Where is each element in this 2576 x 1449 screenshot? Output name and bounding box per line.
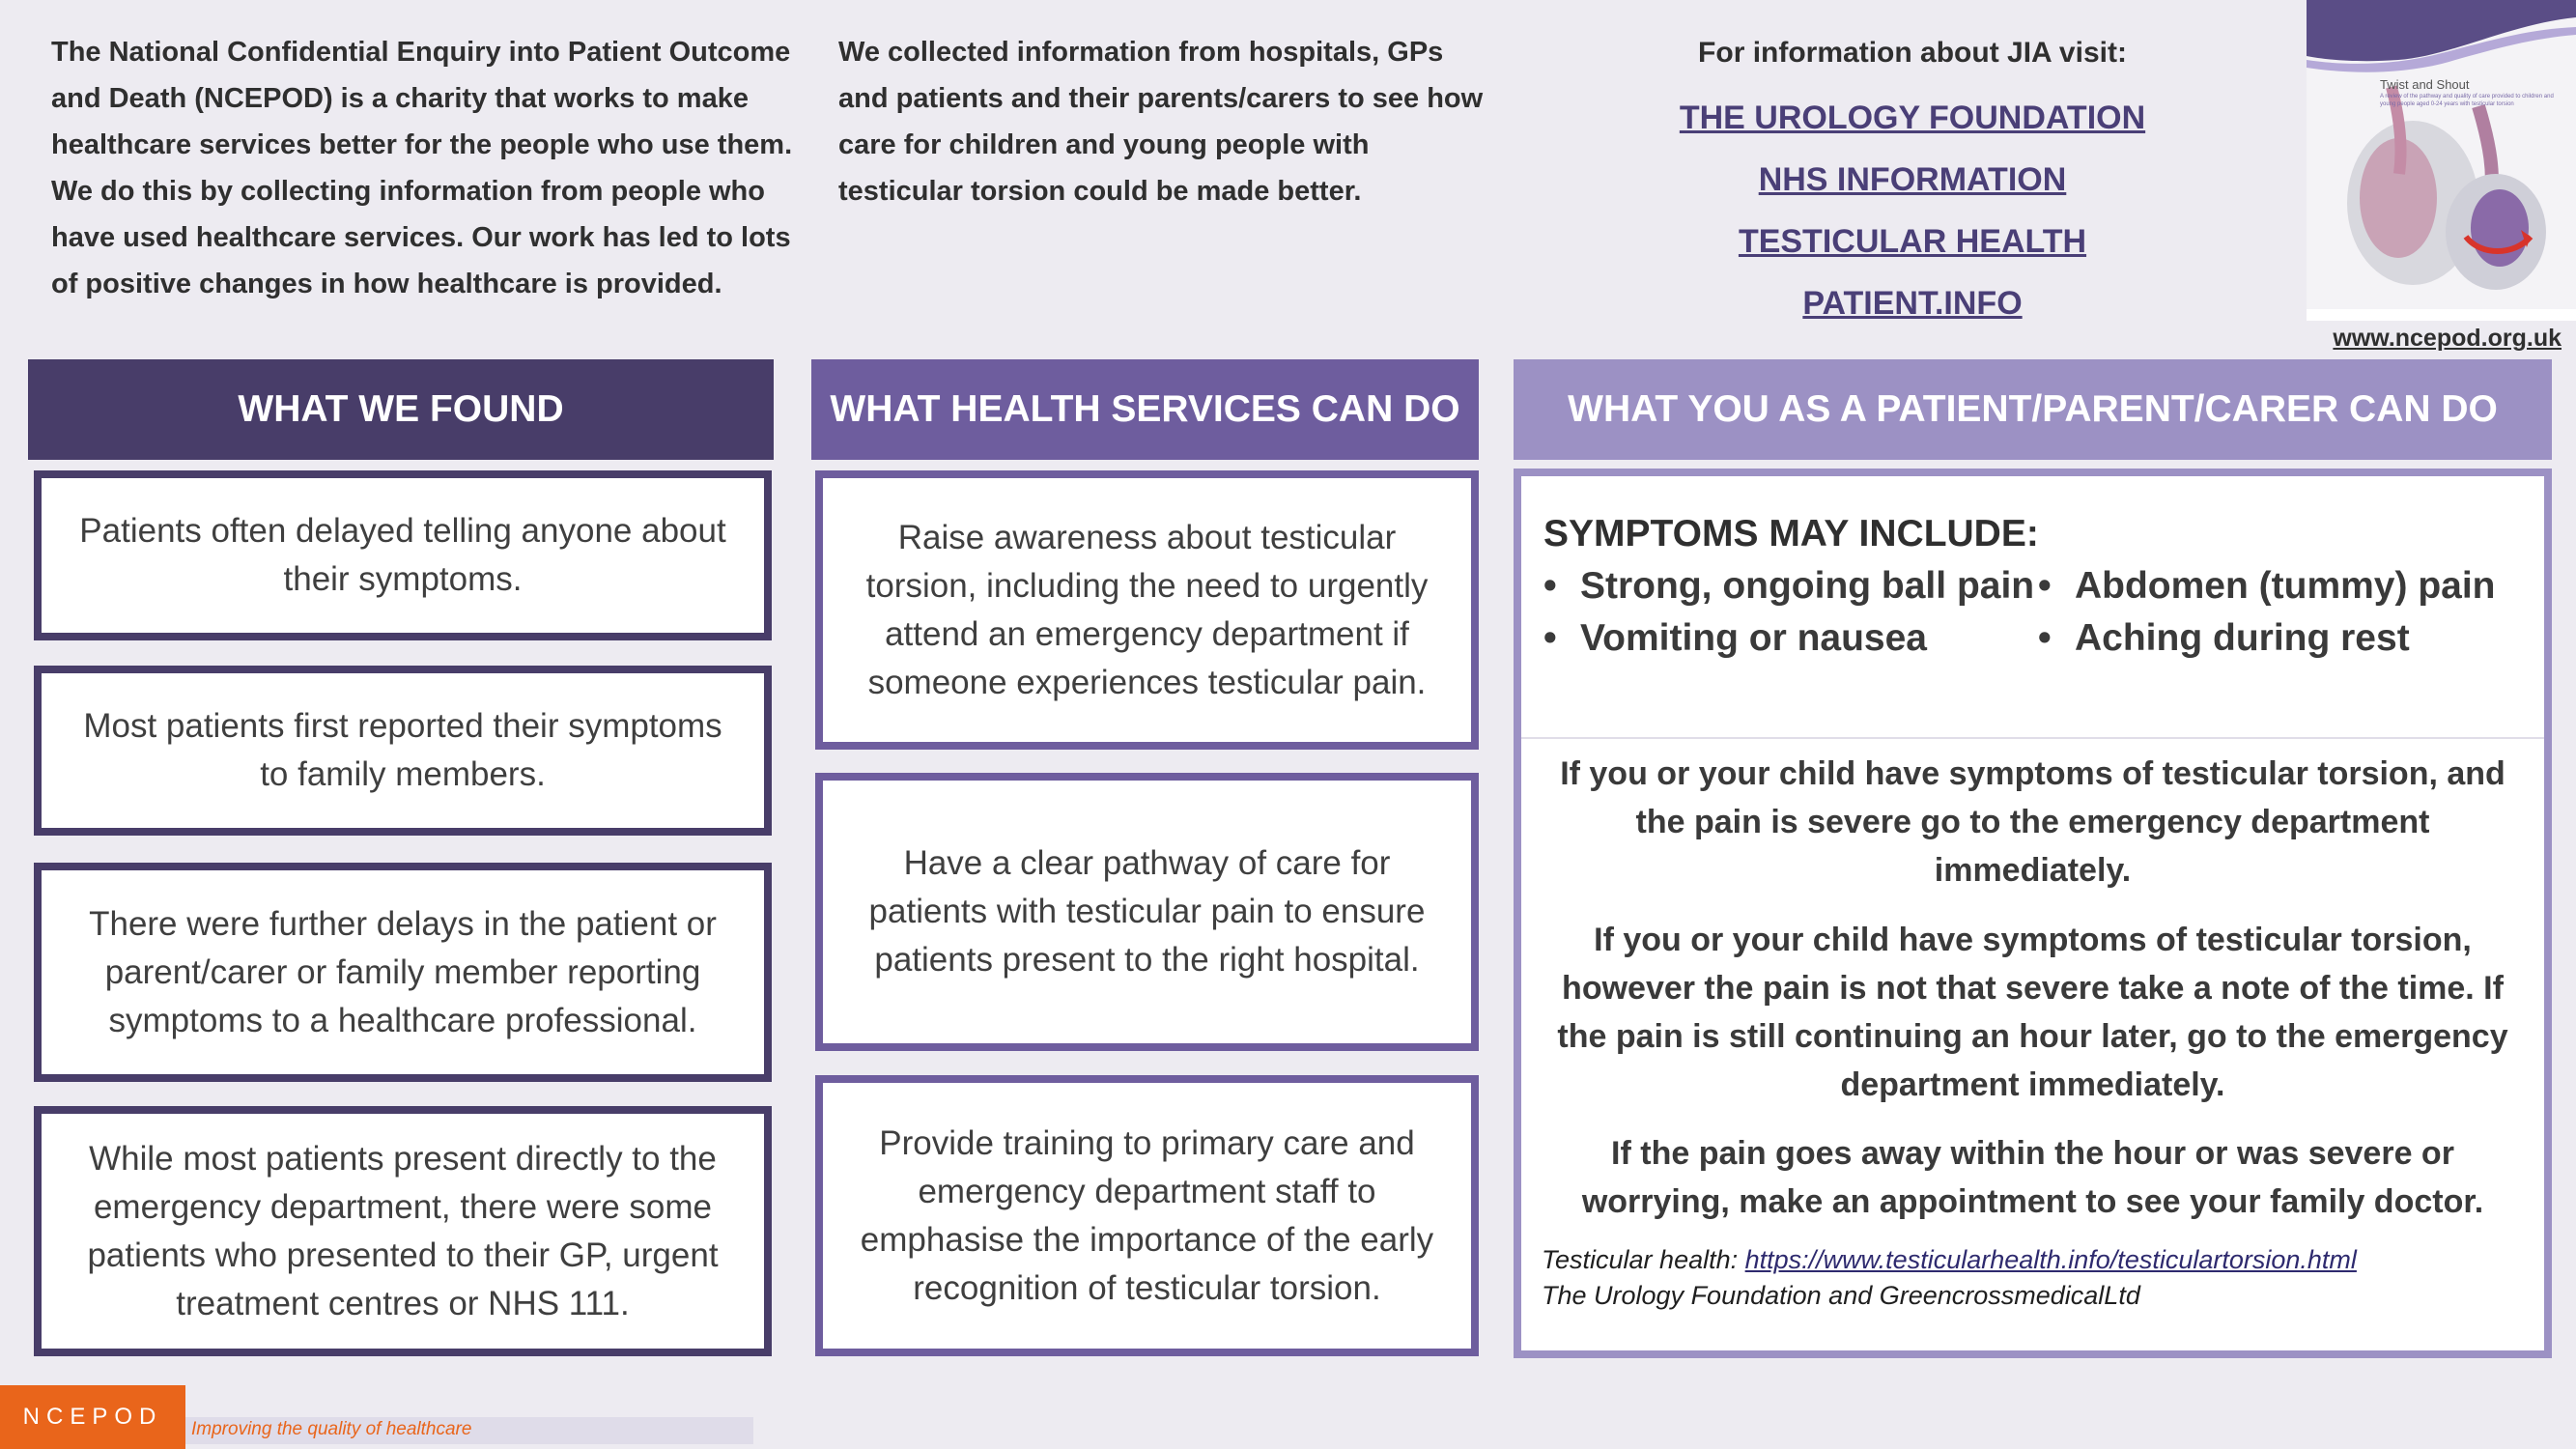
reference-line bbox=[1542, 1245, 2357, 1275]
finding-box: There were further delays in the patient or parent/carer or family member reporting symptoms to a healthcare professional. bbox=[34, 863, 772, 1082]
website-link[interactable]: www.ncepod.org.uk bbox=[2333, 325, 2562, 352]
link-testicular-health[interactable]: TESTICULAR HEALTH bbox=[1738, 223, 2087, 260]
finding-box: While most patients present directly to the emergency department, there were some patients who presented to their GP, urgent treatment centres or NHS 111. bbox=[34, 1106, 772, 1356]
reference-url-link[interactable]: https://www.testicularhealth.info/testiculartorsion.html bbox=[1744, 1245, 2357, 1274]
symptom-item: • Abdomen (tummy) pain bbox=[2038, 565, 2496, 607]
patient-panel bbox=[1514, 469, 2552, 1358]
service-action-box: Provide training to primary care and emergency department staff to emphasise the importance of the early recognition of testicular torsion. bbox=[815, 1075, 1479, 1356]
bullet-icon: • bbox=[1543, 617, 1557, 659]
info-heading: For information about JIA visit: bbox=[1698, 37, 2127, 69]
cover-illustration bbox=[2307, 0, 2576, 321]
cover-title: Twist and Shout bbox=[2380, 77, 2470, 92]
link-patient-info[interactable]: PATIENT.INFO bbox=[1802, 285, 2023, 322]
reference-label: Testicular health: bbox=[1542, 1245, 1745, 1274]
tagline: Improving the quality of healthcare bbox=[191, 1419, 472, 1439]
advice-severe-pain: If you or your child have symptoms of testicular torsion, and the pain is severe go to the emergency department immediately. bbox=[1560, 755, 2505, 889]
finding-box: Most patients first reported their symptoms to family members. bbox=[34, 666, 772, 836]
link-nhs-information[interactable]: NHS INFORMATION bbox=[1758, 161, 2067, 198]
header-what-health-services-can-do: WHAT HEALTH SERVICES CAN DO bbox=[811, 359, 1479, 460]
header-what-we-found: WHAT WE FOUND bbox=[28, 359, 774, 460]
link-urology-foundation[interactable]: THE UROLOGY FOUNDATION bbox=[1679, 99, 2146, 136]
report-cover-image bbox=[2307, 0, 2576, 321]
info-block bbox=[1632, 37, 2193, 334]
bullet-icon: • bbox=[2038, 617, 2052, 659]
symptom-item: • Vomiting or nausea bbox=[1543, 617, 1927, 659]
service-action-box: Have a clear pathway of care for patients with testicular pain to ensure patients present to the right hospital. bbox=[815, 773, 1479, 1051]
bullet-icon: • bbox=[2038, 565, 2052, 607]
reference-credit: The Urology Foundation and GreencrossmedicalLtd bbox=[1542, 1281, 2140, 1310]
ncepod-logo: NCEPOD bbox=[0, 1385, 185, 1449]
intro-collected: We collected information from hospitals, GPs and patients and their parents/carers to see how care for children and young people with testicular torsion could be made better. bbox=[838, 37, 1484, 207]
finding-box: Patients often delayed telling anyone about their symptoms. bbox=[34, 470, 772, 640]
service-action-box: Raise awareness about testicular torsion, including the need to urgently attend an emergency department if someone experiences testicular pain. bbox=[815, 470, 1479, 750]
symptom-item: • Aching during rest bbox=[2038, 617, 2410, 659]
advice-pain-gone: If the pain goes away within the hour or was severe or worrying, make an appointment to see your family doctor. bbox=[1581, 1135, 2484, 1220]
symptom-item: • Strong, ongoing ball pain bbox=[1543, 565, 2035, 607]
header-what-you-can-do: WHAT YOU AS A PATIENT/PARENT/CARER CAN DO bbox=[1514, 359, 2552, 460]
intro-about: The National Confidential Enquiry into Patient Outcome and Death (NCEPOD) is a charity that works to make healthcare services better for the people who use them. We do this by collecting information from people who have used healthcare services. Our work has led to lots of positive changes in how healthcare is provided. bbox=[51, 37, 793, 299]
symptoms-title: SYMPTOMS MAY INCLUDE: bbox=[1543, 513, 2039, 554]
cover-subtitle: A review of the pathway and quality of care provided to children and young people aged 0-24 years with testicular torsion bbox=[2380, 94, 2554, 107]
divider bbox=[1521, 737, 2544, 739]
bullet-icon: • bbox=[1543, 565, 1557, 607]
advice-mild-pain: If you or your child have symptoms of testicular torsion, however the pain is not that severe take a note of the time. If the pain is still continuing an hour later, go to the emergency department immediately. bbox=[1557, 922, 2508, 1103]
